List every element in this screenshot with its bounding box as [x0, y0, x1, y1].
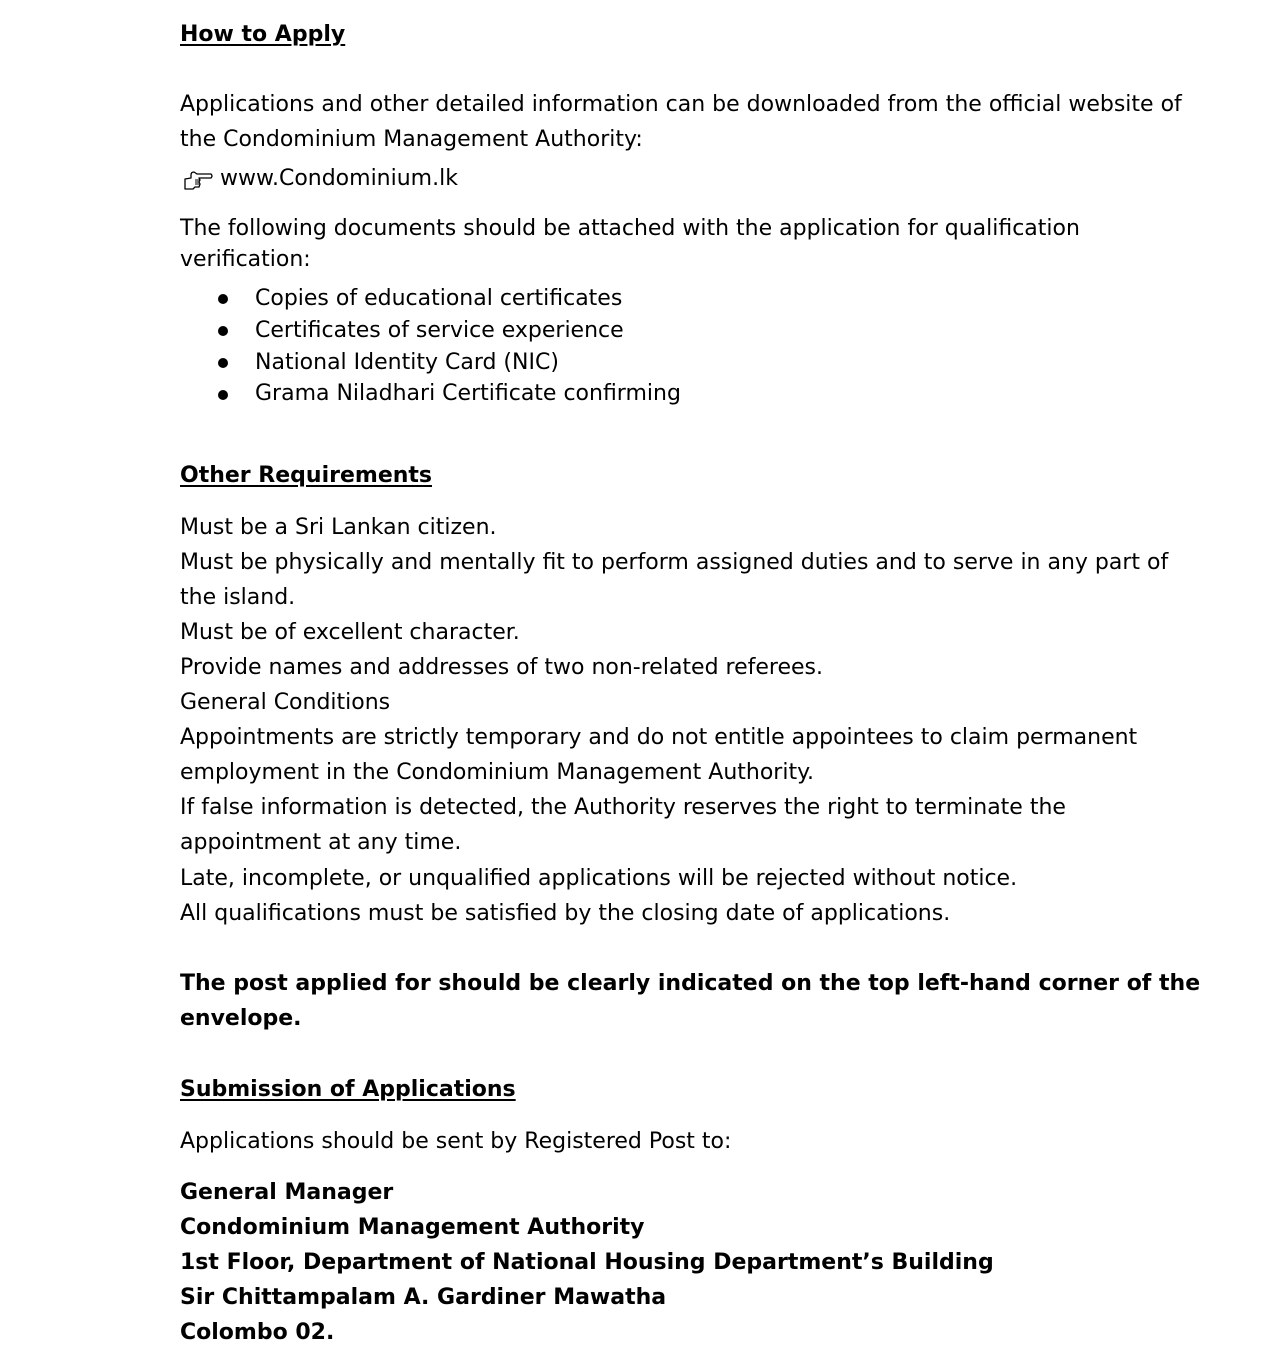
documents-intro-line-2: verification:	[180, 247, 311, 272]
pointing-hand-icon	[183, 169, 213, 191]
envelope-notice-line-1: The post applied for should be clearly indicated on the top left-hand corner of the	[180, 971, 1201, 996]
how-to-apply-heading: How to Apply	[180, 22, 346, 47]
requirement-line: All qualifications must be satisfied by the closing date of applications.	[180, 901, 951, 926]
bullet-icon	[218, 390, 228, 400]
requirement-line: Provide names and addresses of two non-related referees.	[180, 655, 824, 680]
bullet-icon	[218, 294, 228, 304]
documents-intro-line-1: The following documents should be attached with the application for qualification	[180, 216, 1080, 241]
list-item: Grama Niladhari Certificate confirming	[255, 381, 681, 406]
requirement-line: Must be of excellent character.	[180, 620, 520, 645]
bullet-icon	[218, 326, 228, 336]
address-line: General Manager	[180, 1180, 394, 1205]
list-item: Copies of educational certificates	[255, 286, 623, 311]
website-link[interactable]: www.Condominium.lk	[220, 166, 458, 191]
general-conditions-label: General Conditions	[180, 690, 391, 715]
address-line: 1st Floor, Department of National Housing Department’s Building	[180, 1250, 994, 1275]
envelope-notice-line-2: envelope.	[180, 1006, 302, 1031]
requirement-line: Must be a Sri Lankan citizen.	[180, 515, 497, 540]
requirement-line: Must be physically and mentally fit to perform assigned duties and to serve in any part of	[180, 550, 1169, 575]
requirement-line: employment in the Condominium Management Authority.	[180, 760, 814, 785]
intro-line-1: Applications and other detailed information can be downloaded from the official website of	[180, 92, 1182, 117]
requirement-line: Appointments are strictly temporary and do not entitle appointees to claim permanent	[180, 725, 1138, 750]
address-line: Condominium Management Authority	[180, 1215, 645, 1240]
submission-intro: Applications should be sent by Registered Post to:	[180, 1129, 732, 1154]
address-line: Colombo 02.	[180, 1320, 335, 1345]
list-item: Certificates of service experience	[255, 318, 624, 343]
requirement-line: the island.	[180, 585, 296, 610]
submission-heading: Submission of Applications	[180, 1077, 516, 1102]
list-item: National Identity Card (NIC)	[255, 350, 559, 375]
other-requirements-heading: Other Requirements	[180, 463, 433, 488]
requirement-line: Late, incomplete, or unqualified applications will be rejected without notice.	[180, 866, 1018, 891]
bullet-icon	[218, 358, 228, 368]
requirement-line: If false information is detected, the Authority reserves the right to terminate the	[180, 795, 1066, 820]
intro-line-2: the Condominium Management Authority:	[180, 127, 643, 152]
requirement-line: appointment at any time.	[180, 830, 462, 855]
address-line: Sir Chittampalam A. Gardiner Mawatha	[180, 1285, 667, 1310]
